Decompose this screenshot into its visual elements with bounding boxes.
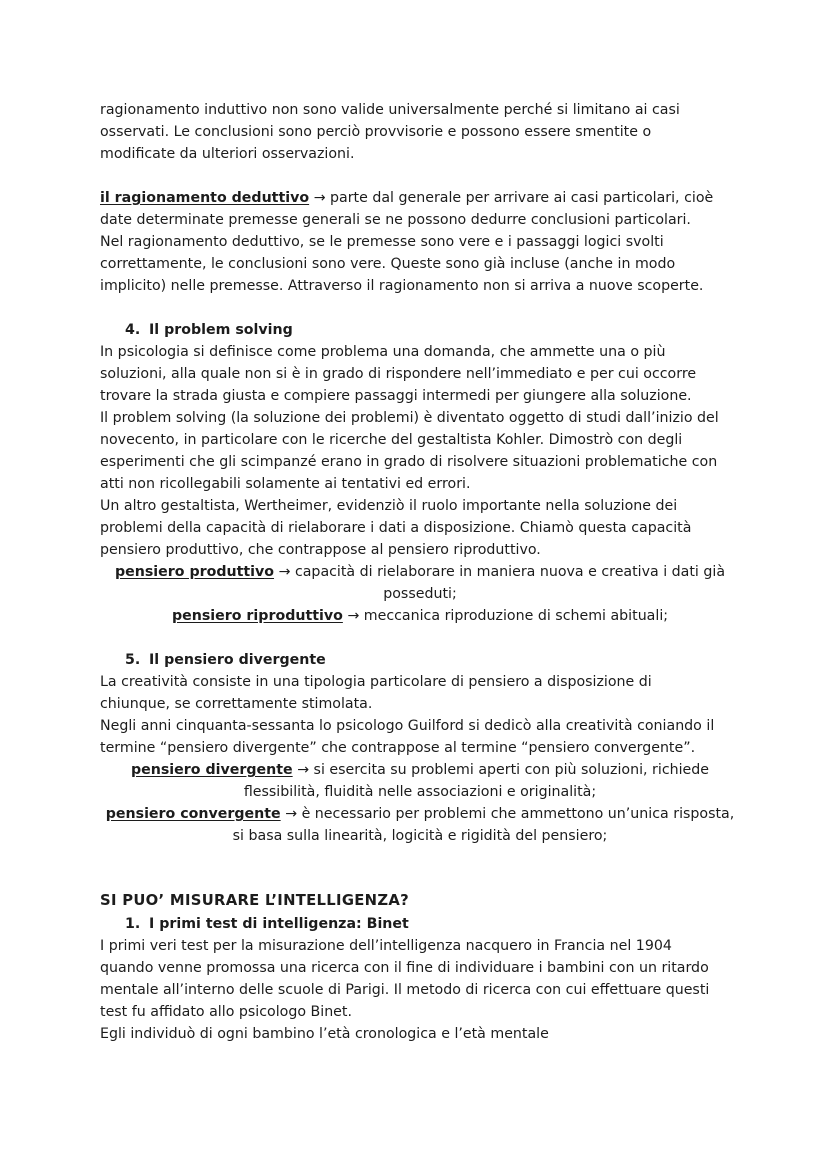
main-heading: SI PUO’ MISURARE L’INTELLIGENZA? — [100, 892, 410, 909]
definition-line: si basa sulla linearità, logicità e rigidità del pensiero; — [232, 828, 608, 844]
term-definition: → meccanica riproduzione di schemi abituali; — [342, 608, 669, 624]
section-binet — [100, 913, 740, 1045]
text-line: esperimenti che gli scimpanzé erano in grado di risolvere situazioni problematiche con — [100, 454, 718, 470]
section-number: 4. — [125, 322, 141, 338]
text-line: problemi della capacità di rielaborare i dati a disposizione. Chiamò questa capacità — [100, 520, 692, 536]
definition-line — [100, 803, 740, 825]
section-title: I primi test di intelligenza: Binet — [149, 916, 409, 932]
section-number: 1. — [125, 916, 141, 932]
text-line: quando venne promossa una ricerca con il fine di individuare i bambini con un ritardo — [100, 960, 709, 976]
term-definition: → capacità di rielaborare in maniera nuova e creativa i dati già — [274, 564, 726, 580]
paragraph-induttivo — [100, 99, 740, 165]
definition-line: posseduti; — [383, 586, 457, 602]
text-line: test fu affidato allo psicologo Binet. — [100, 1004, 352, 1020]
term-divergente: pensiero divergente — [130, 762, 293, 778]
term-definition: → si esercita su problemi aperti con più soluzioni, richiede — [292, 762, 710, 778]
text-line: Nel ragionamento deduttivo, se le premesse sono vere e i passaggi logici svolti — [100, 234, 664, 250]
text-line: ragionamento induttivo non sono valide universalmente perché si limitano ai casi — [100, 102, 680, 118]
section-title: Il pensiero divergente — [149, 652, 326, 668]
text-line: modificate da ulteriori osservazioni. — [100, 146, 355, 162]
text-line: Un altro gestaltista, Wertheimer, evidenziò il ruolo importante nella soluzione dei — [100, 498, 678, 514]
text-line: date determinate premesse generali se ne possono dedurre conclusioni particolari. — [100, 212, 691, 228]
text-line: mentale all’interno delle scuole di Parigi. Il metodo di ricerca con cui effettuare questi — [100, 982, 710, 998]
paragraph-deduttivo — [100, 187, 740, 297]
section-heading — [100, 319, 740, 341]
text-line: Il problem solving (la soluzione dei problemi) è diventato oggetto di studi dall’inizio del — [100, 410, 719, 426]
section-title: Il problem solving — [149, 322, 293, 338]
text-line: pensiero produttivo, che contrappose al pensiero riproduttivo. — [100, 542, 541, 558]
section-heading — [100, 649, 740, 671]
text-line: correttamente, le conclusioni sono vere. Queste sono già incluse (anche in modo — [100, 256, 676, 272]
text-line: Egli individuò di ogni bambino l’età cronologica e l’età mentale — [100, 1026, 549, 1042]
term-riproduttivo: pensiero riproduttivo — [171, 608, 343, 624]
definition-line: flessibilità, fluidità nelle associazioni e originalità; — [243, 784, 597, 800]
term-definition: → parte dal generale per arrivare ai casi particolari, cioè — [309, 190, 714, 206]
text-line: soluzioni, alla quale non si è in grado di rispondere nell’immediato e per cui occorre — [100, 366, 697, 382]
term-produttivo: pensiero produttivo — [114, 564, 275, 580]
section-number: 5. — [125, 652, 141, 668]
text-line: osservati. Le conclusioni sono perciò provvisorie e possono essere smentite o — [100, 124, 652, 140]
term-convergente: pensiero convergente — [105, 806, 281, 822]
main-heading-block — [100, 890, 740, 912]
definition-line — [100, 759, 740, 781]
text-line: Negli anni cinquanta-sessanta lo psicologo Guilford si dedicò alla creatività coniando il — [100, 718, 715, 734]
text-line: novecento, in particolare con le ricerche del gestaltista Kohler. Dimostrò con degli — [100, 432, 683, 448]
text-line: In psicologia si definisce come problema una domanda, che ammette una o più — [100, 344, 666, 360]
text-line: termine “pensiero divergente” che contrappose al termine “pensiero convergente”. — [100, 740, 696, 756]
section-heading — [100, 913, 740, 935]
text-line: atti non ricollegabili solamente ai tentativi ed errori. — [100, 476, 471, 492]
term-deduttivo: il ragionamento deduttivo — [100, 190, 310, 206]
term-definition: → è necessario per problemi che ammettono un’unica risposta, — [280, 806, 735, 822]
definition-line — [100, 561, 740, 583]
text-line — [100, 187, 740, 209]
definition-line — [100, 605, 740, 627]
text-line: La creatività consiste in una tipologia particolare di pensiero a disposizione di — [100, 674, 652, 690]
section-pensiero-divergente — [100, 649, 740, 847]
text-line: chiunque, se correttamente stimolata. — [100, 696, 373, 712]
text-line: trovare la strada giusta e compiere passaggi intermedi per giungere alla soluzione. — [100, 388, 692, 404]
section-problem-solving — [100, 319, 740, 627]
text-line: I primi veri test per la misurazione dell’intelligenza nacquero in Francia nel 1904 — [100, 938, 672, 954]
text-line: implicito) nelle premesse. Attraverso il ragionamento non si arriva a nuove scoperte. — [100, 278, 704, 294]
